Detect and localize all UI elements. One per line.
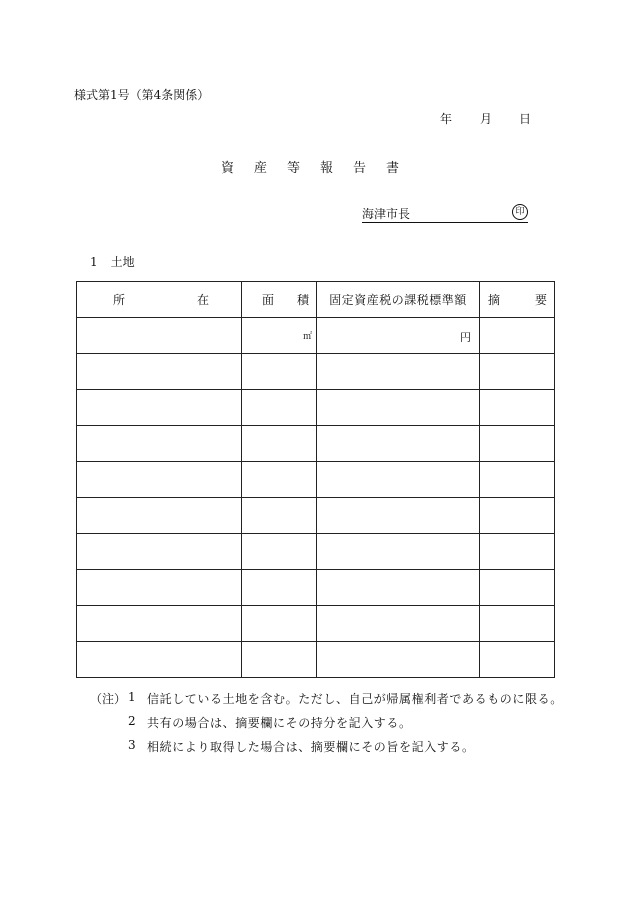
seal-mark-icon: 印: [512, 204, 528, 220]
header-area-char-1: 面: [262, 293, 275, 307]
notes-tag: （注）: [90, 692, 127, 706]
land-table: [76, 281, 555, 678]
note-text: 信託している土地を含む。ただし、自己が帰属権利者であるものに限る。: [147, 692, 563, 706]
note-number: 3: [128, 738, 136, 752]
tax-base-cell[interactable]: [317, 534, 480, 570]
header-location-char-2: 在: [196, 293, 209, 307]
remarks-cell[interactable]: [480, 534, 555, 570]
table-row: [77, 462, 555, 498]
table-row: [77, 354, 555, 390]
tax-base-cell[interactable]: [317, 498, 480, 534]
tax-base-cell[interactable]: [317, 462, 480, 498]
table-row: [77, 534, 555, 570]
location-cell[interactable]: [77, 426, 242, 462]
location-cell[interactable]: [77, 642, 242, 678]
location-cell[interactable]: [77, 462, 242, 498]
tax-base-cell[interactable]: [317, 606, 480, 642]
area-unit: ㎡: [302, 332, 312, 342]
header-remarks-char-2: 要: [534, 293, 547, 307]
remarks-cell[interactable]: [480, 570, 555, 606]
table-row: [77, 426, 555, 462]
area-cell[interactable]: [242, 570, 317, 606]
remarks-cell[interactable]: [480, 498, 555, 534]
header-tax-base: 固定資産税の課税標準額: [317, 282, 480, 318]
table-row: [77, 498, 555, 534]
header-area: [242, 282, 317, 318]
area-cell[interactable]: [242, 606, 317, 642]
note-text: 相続により取得した場合は、摘要欄にその旨を記入する。: [147, 740, 475, 754]
remarks-cell[interactable]: [480, 318, 555, 354]
header-location-char-1: 所: [113, 293, 126, 307]
document-title: 資産等報告書: [220, 161, 419, 176]
area-cell[interactable]: [242, 642, 317, 678]
addressee-line: [362, 205, 528, 223]
table-row: [77, 642, 555, 678]
area-cell[interactable]: [242, 498, 317, 534]
remarks-cell[interactable]: [480, 606, 555, 642]
header-remarks-char-1: 摘: [488, 293, 501, 307]
section-label: 土地: [110, 255, 135, 269]
table-row: [77, 390, 555, 426]
table-row: [77, 606, 555, 642]
area-cell[interactable]: [242, 318, 317, 354]
note-number: 1: [128, 690, 136, 704]
area-cell[interactable]: [242, 354, 317, 390]
header-remarks: [480, 282, 555, 318]
section-heading: [90, 253, 135, 270]
yen-unit: 円: [460, 331, 471, 344]
area-cell[interactable]: [242, 534, 317, 570]
note-number: 2: [128, 714, 136, 728]
note-text: 共有の場合は、摘要欄にその持分を記入する。: [147, 716, 412, 730]
remarks-cell[interactable]: [480, 354, 555, 390]
date-month-label: 月: [480, 112, 493, 126]
location-cell[interactable]: [77, 606, 242, 642]
header-location: [77, 282, 242, 318]
remarks-cell[interactable]: [480, 642, 555, 678]
addressee-name: 海津市長: [362, 207, 411, 221]
tax-base-cell[interactable]: [317, 354, 480, 390]
area-cell[interactable]: [242, 462, 317, 498]
area-cell[interactable]: [242, 426, 317, 462]
location-cell[interactable]: [77, 354, 242, 390]
location-cell[interactable]: [77, 570, 242, 606]
header-area-char-2: 積: [296, 293, 309, 307]
location-cell[interactable]: [77, 390, 242, 426]
tax-base-cell[interactable]: [317, 642, 480, 678]
remarks-cell[interactable]: [480, 426, 555, 462]
area-cell[interactable]: [242, 390, 317, 426]
location-cell[interactable]: [77, 498, 242, 534]
section-number: 1: [90, 255, 98, 269]
remarks-cell[interactable]: [480, 390, 555, 426]
location-cell[interactable]: [77, 318, 242, 354]
form-number: 様式第1号（第4条関係）: [74, 88, 210, 102]
location-cell[interactable]: [77, 534, 242, 570]
tax-base-cell[interactable]: [317, 426, 480, 462]
remarks-cell[interactable]: [480, 462, 555, 498]
date-day-label: 日: [519, 112, 532, 126]
tax-base-cell[interactable]: [317, 390, 480, 426]
table-row: [77, 318, 555, 354]
tax-base-cell[interactable]: [317, 318, 480, 354]
date-year-label: 年: [440, 112, 453, 126]
tax-base-cell[interactable]: [317, 570, 480, 606]
table-row: [77, 570, 555, 606]
table-header-row: [77, 282, 555, 318]
